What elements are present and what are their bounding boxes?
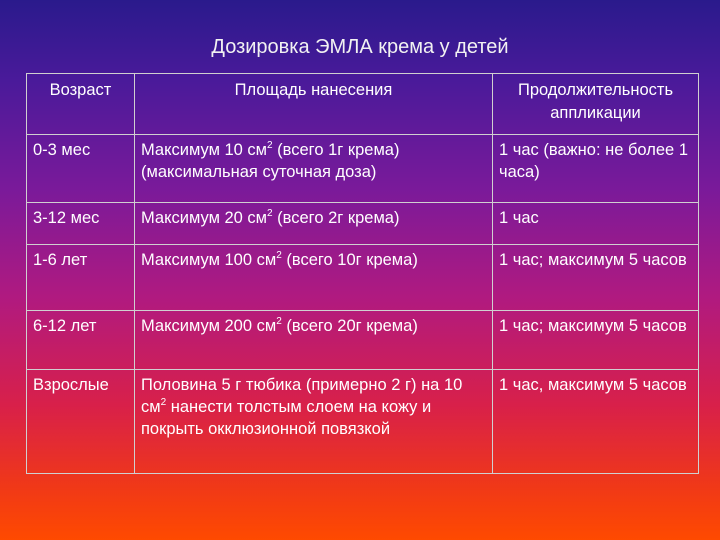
cell-age: Взрослые — [27, 370, 135, 474]
area-text: Максимум 20 см — [141, 209, 268, 227]
table-row — [27, 135, 699, 203]
area-superscript: 2 — [267, 207, 273, 219]
cell-area — [135, 135, 493, 203]
area-superscript: 2 — [276, 315, 282, 327]
area-text-rest: нанести толстым слоем на кожу и покрыть окклюзионной повязкой — [141, 398, 432, 438]
slide-title: Дозировка ЭМЛА крема у детей — [211, 36, 509, 58]
cell-area — [135, 311, 493, 370]
area-text-rest: (всего 2г крема) — [272, 209, 400, 227]
cell-duration: 1 час; максимум 5 часов — [493, 311, 699, 370]
header-age: Возраст — [27, 74, 135, 135]
table-header-row — [27, 74, 699, 135]
area-superscript: 2 — [160, 396, 167, 408]
area-text: Максимум 10 см — [141, 141, 268, 159]
cell-area — [135, 370, 493, 474]
cell-area — [135, 245, 493, 311]
cell-duration: 1 час — [493, 203, 699, 245]
area-superscript: 2 — [276, 249, 282, 261]
area-text-rest: (всего 10г крема) — [281, 251, 418, 269]
area-text-rest: (всего 1г крема) (максимальная суточная доза) — [141, 141, 400, 181]
dosage-table — [26, 73, 699, 474]
table-row — [27, 311, 699, 370]
area-text: Максимум 100 см — [141, 251, 277, 269]
area-text: Максимум 200 см — [141, 317, 277, 335]
cell-duration: 1 час (важно: не более 1 часа) — [493, 135, 699, 203]
area-superscript: 2 — [267, 139, 273, 151]
area-text: Половина 5 г тюбика (примерно 2 г) на 10 см — [141, 376, 463, 416]
table-row — [27, 370, 699, 474]
cell-duration: 1 час; максимум 5 часов — [493, 245, 699, 311]
header-area: Площадь нанесения — [135, 74, 493, 135]
cell-area — [135, 203, 493, 245]
cell-age: 0-3 мес — [27, 135, 135, 203]
area-text-rest: (всего 20г крема) — [281, 317, 418, 335]
cell-duration: 1 час, максимум 5 часов — [493, 370, 699, 474]
cell-age: 6-12 лет — [27, 311, 135, 370]
header-duration: Продолжительность аппликации — [493, 74, 699, 135]
cell-age: 1-6 лет — [27, 245, 135, 311]
table-row — [27, 203, 699, 245]
cell-age: 3-12 мес — [27, 203, 135, 245]
table-row — [27, 245, 699, 311]
